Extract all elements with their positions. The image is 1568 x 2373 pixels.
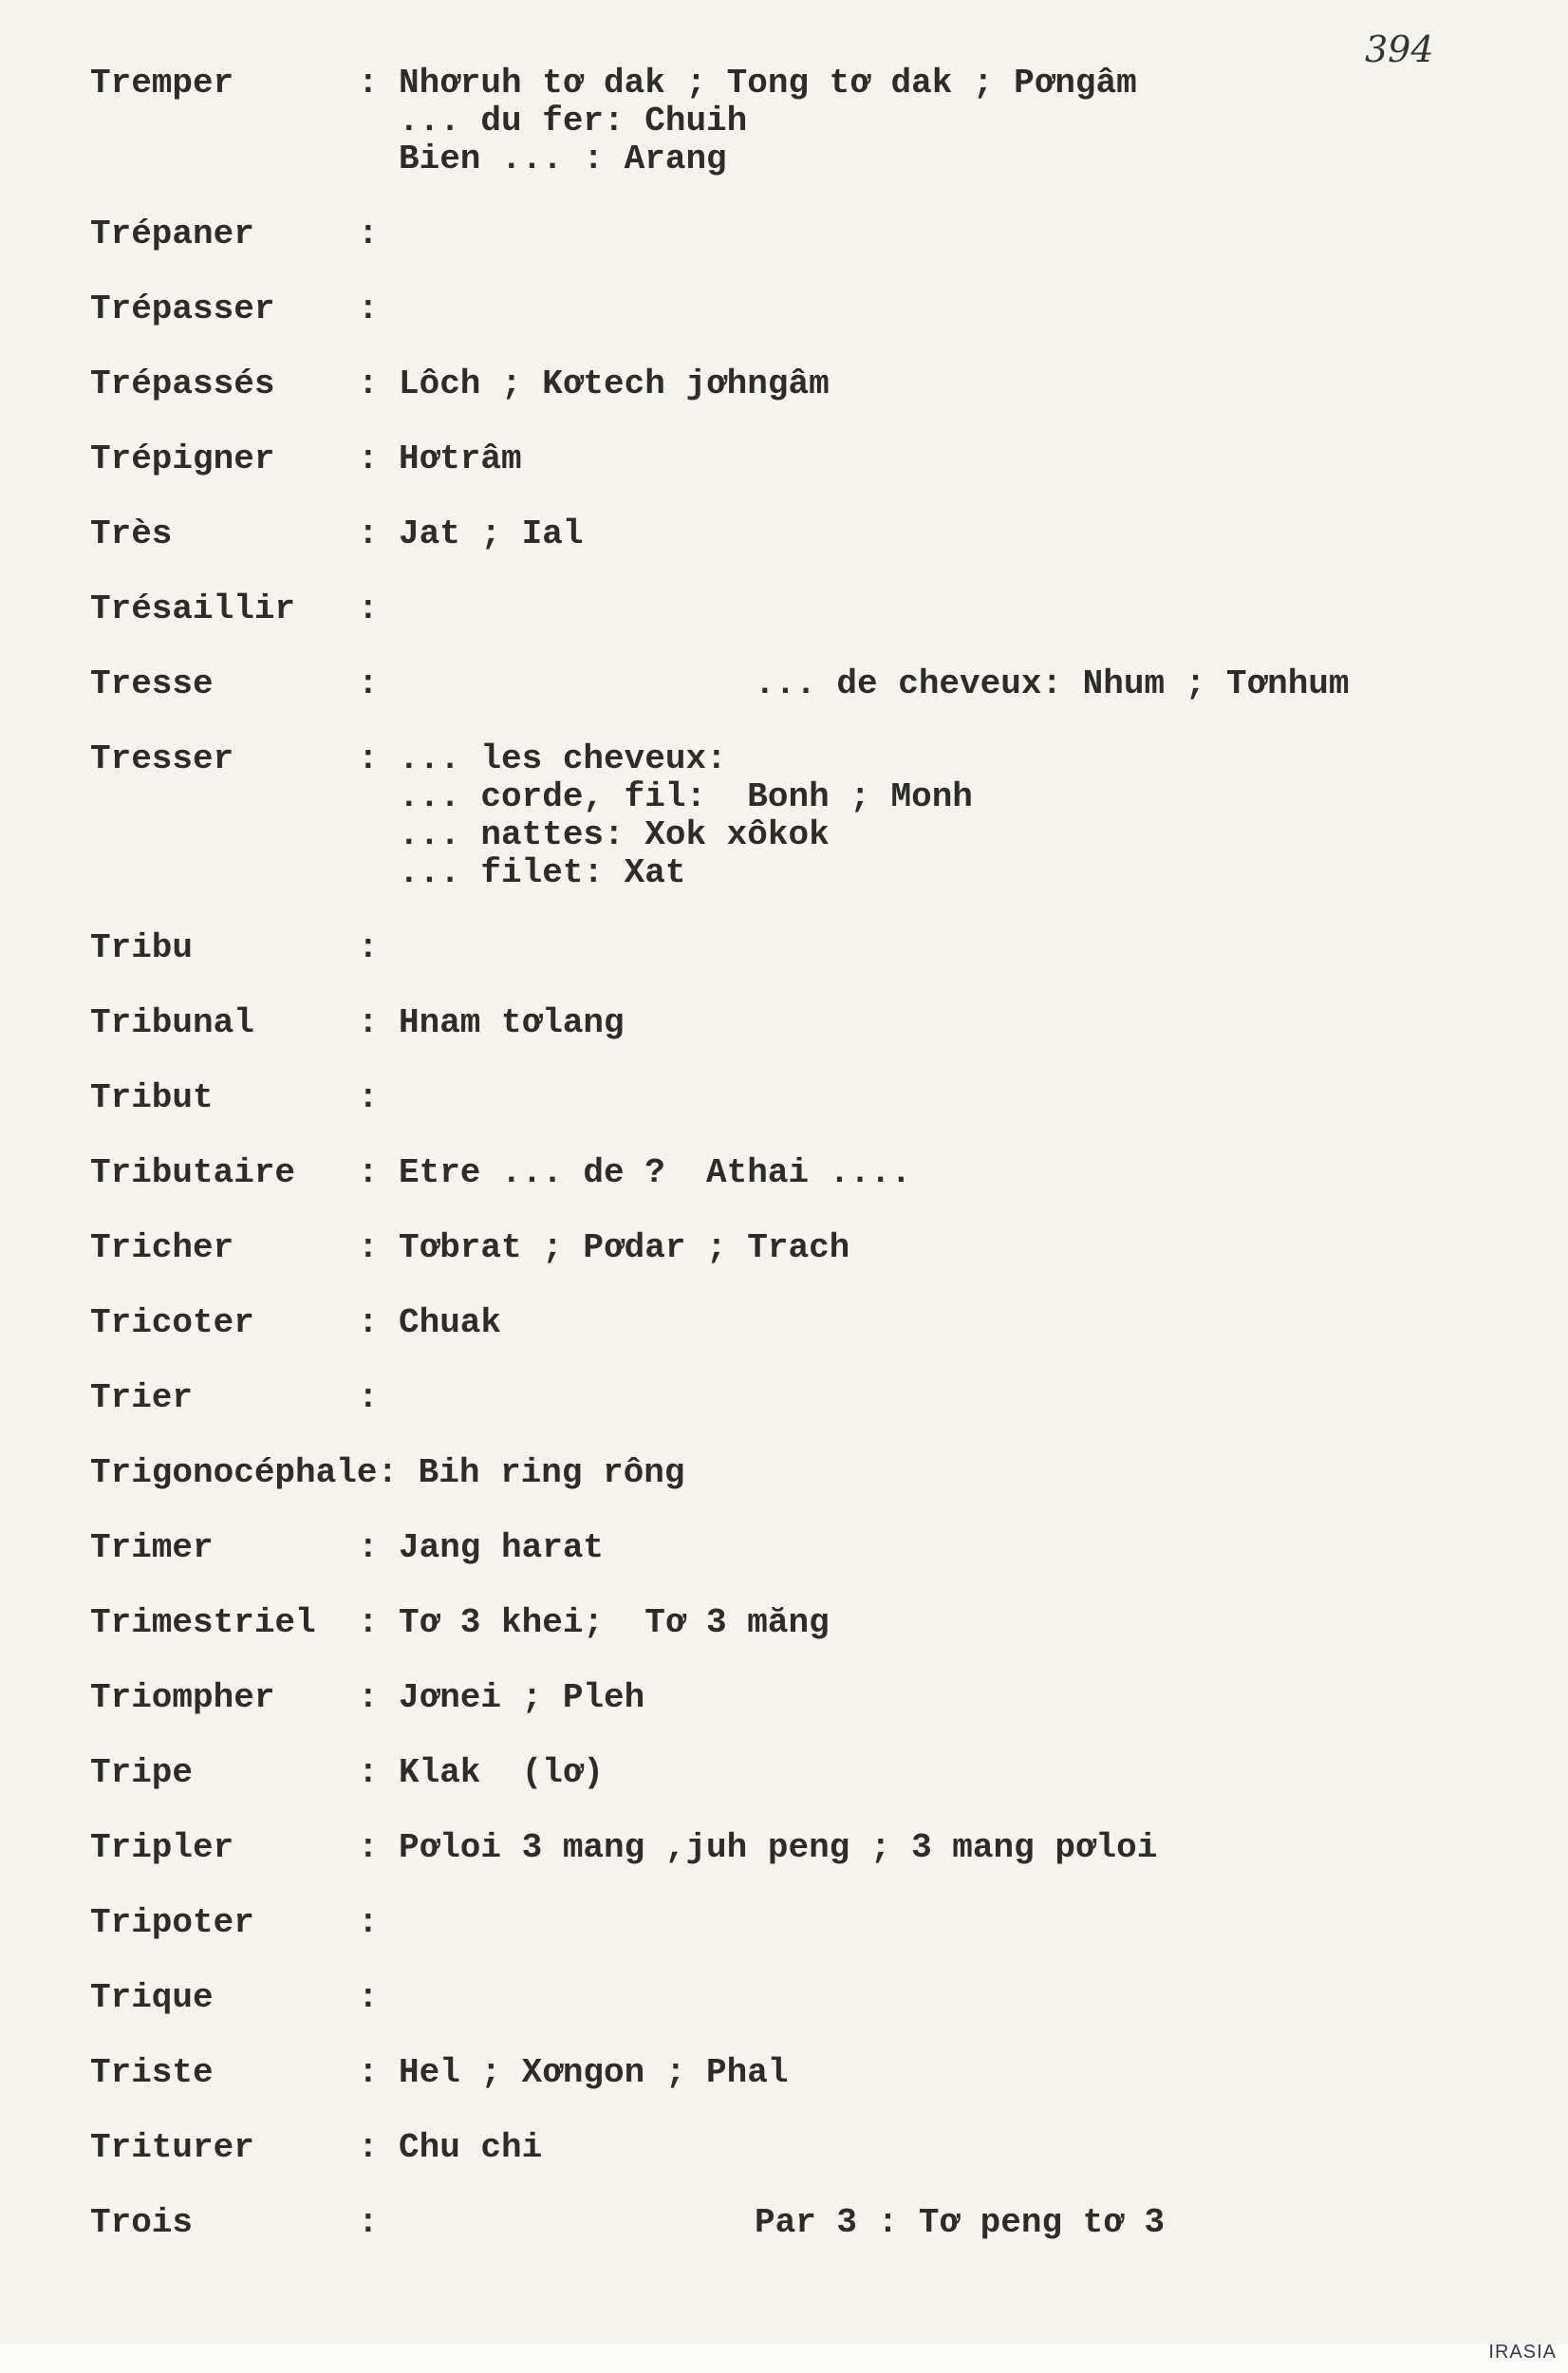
entry-colon: : xyxy=(358,64,379,103)
definition-line: Chuak xyxy=(399,1303,502,1342)
entry-term: Triturer xyxy=(90,2128,254,2167)
entry-definitions xyxy=(399,65,1533,178)
entry-term: Trigonocéphale: Bih ring rông xyxy=(90,1453,685,1492)
definition-line-empty xyxy=(399,1904,1533,1942)
dictionary-entry xyxy=(90,440,1533,478)
dictionary-entry xyxy=(90,1604,1533,1642)
entry-term: Trésaillir xyxy=(90,589,296,628)
entry-colon: : xyxy=(358,1753,379,1792)
dictionary-entry xyxy=(90,1004,1533,1042)
entry-term: Tresse xyxy=(90,664,214,703)
entry-definitions xyxy=(399,1754,1533,1792)
entry-definitions xyxy=(399,2129,1533,2167)
entry-definitions xyxy=(399,1154,1533,1192)
entry-term: Trique xyxy=(90,1978,214,2017)
dictionary-entry xyxy=(90,929,1533,967)
dictionary-entry xyxy=(90,665,1533,703)
definition-line: Bien ... : Arang xyxy=(399,140,727,178)
definition-line: ... du fer: Chuih xyxy=(399,102,748,140)
entry-colon: : xyxy=(358,1303,379,1342)
dictionary-entry xyxy=(90,1154,1533,1192)
entry-term: Triompher xyxy=(90,1678,275,1717)
definition-line: Etre ... de ? Athai .... xyxy=(399,1153,912,1192)
definition-line: Chu chi xyxy=(399,2128,543,2167)
entry-definitions xyxy=(399,365,1533,403)
definition-line-empty xyxy=(399,929,1533,967)
entry-term: Trimer xyxy=(90,1528,214,1567)
entry-term: Trois xyxy=(90,2203,194,2242)
dictionary-entry xyxy=(90,740,1533,892)
entry-colon: : xyxy=(358,364,379,403)
entry-term: Tripoter xyxy=(90,1903,254,1942)
entry-colon: : xyxy=(358,928,379,967)
entry-colon: : xyxy=(358,664,379,703)
dictionary-entry xyxy=(90,1829,1533,1867)
entry-definitions xyxy=(399,1304,1533,1342)
definition-line: Jang harat xyxy=(399,1528,605,1567)
entry-definitions xyxy=(399,1492,1533,1530)
entry-definitions xyxy=(399,1229,1533,1267)
dictionary-entry xyxy=(90,2054,1533,2092)
dictionary-entry xyxy=(90,2204,1533,2242)
entry-colon: : xyxy=(358,1678,379,1717)
definition-line: Hơtrâm xyxy=(399,439,522,478)
entry-colon: : xyxy=(358,1528,379,1567)
entry-colon: : xyxy=(358,2053,379,2092)
entry-definitions xyxy=(399,1604,1533,1642)
entry-colon: : xyxy=(358,2128,379,2167)
dictionary-entry xyxy=(90,1304,1533,1342)
entry-definitions xyxy=(399,590,1533,628)
entry-term: Tripe xyxy=(90,1753,194,1792)
entry-colon: : xyxy=(358,2203,379,2242)
dictionary-entry xyxy=(90,1979,1533,2017)
entry-term: Tricoter xyxy=(90,1303,254,1342)
entry-colon: : xyxy=(358,439,379,478)
entry-colon: : xyxy=(358,290,379,328)
entry-definitions xyxy=(399,215,1533,253)
definition-line: Jat ; Ial xyxy=(399,514,584,553)
dictionary-entry xyxy=(90,1679,1533,1717)
dictionary-entry xyxy=(90,515,1533,553)
entry-definitions xyxy=(399,440,1533,478)
entry-term: Trépigner xyxy=(90,439,275,478)
definition-line-empty xyxy=(399,1079,1533,1117)
entry-colon: : xyxy=(358,1378,379,1417)
entry-term: Trépaner xyxy=(90,215,254,253)
definition-line: Lôch ; Kơtech jơhngâm xyxy=(399,364,830,403)
definition-line-empty xyxy=(399,290,1533,328)
definition-line: Pơloi 3 mang ,juh peng ; 3 mang pơloi xyxy=(399,1828,1158,1867)
definition-line-empty xyxy=(399,1379,1533,1417)
entry-term: Tresser xyxy=(90,739,234,778)
dictionary-entry xyxy=(90,590,1533,628)
entry-colon: : xyxy=(358,1003,379,1042)
entry-colon: : xyxy=(358,739,379,778)
entry-term: Tribu xyxy=(90,928,194,967)
entry-term: Trépassés xyxy=(90,364,275,403)
definition-line: Hel ; Xơngon ; Phal xyxy=(399,2053,789,2092)
definition-line-empty xyxy=(399,215,1533,253)
dictionary-entry xyxy=(90,1529,1533,1567)
definition-line-empty xyxy=(399,590,1533,628)
entry-colon: : xyxy=(358,1978,379,2017)
entry-definitions xyxy=(399,1079,1533,1117)
definition-line-empty xyxy=(399,1979,1533,2017)
entry-term: Tricher xyxy=(90,1228,234,1267)
entry-colon: : xyxy=(358,215,379,253)
entry-term: Trimestriel xyxy=(90,1603,316,1642)
definition-line: Klak (lơ) xyxy=(399,1753,605,1792)
definition-line: Jơnei ; Pleh xyxy=(399,1678,645,1717)
dictionary-entry xyxy=(90,1229,1533,1267)
dictionary-entry xyxy=(90,1754,1533,1792)
page-edge xyxy=(0,2345,1568,2373)
dictionary-entry xyxy=(90,215,1533,253)
entry-term: Tripler xyxy=(90,1828,234,1867)
definition-line-empty xyxy=(399,1492,1533,1530)
dictionary-entry xyxy=(90,1904,1533,1942)
entry-term: Trier xyxy=(90,1378,194,1417)
entry-term: Tribunal xyxy=(90,1003,254,1042)
entry-term: Tremper xyxy=(90,64,234,103)
page-number: 394 xyxy=(1365,28,1434,70)
entry-definitions xyxy=(399,740,1533,892)
dictionary-entry xyxy=(90,65,1533,178)
entry-definitions xyxy=(399,1979,1533,2017)
entry-term: Très xyxy=(90,514,173,553)
dictionary-entry xyxy=(90,290,1533,328)
watermark: IRASIA xyxy=(1488,2342,1557,2363)
dictionary-entries xyxy=(90,65,1533,2279)
definition-line: ... corde, fil: Bonh ; Monh xyxy=(399,777,973,816)
entry-definitions xyxy=(399,2054,1533,2092)
entry-colon: : xyxy=(358,1603,379,1642)
entry-colon: : xyxy=(358,1903,379,1942)
entry-colon: : xyxy=(358,589,379,628)
entry-colon: : xyxy=(358,1153,379,1192)
entry-definitions xyxy=(399,1529,1533,1567)
entry-term: Tributaire xyxy=(90,1153,296,1192)
definition-line: ... les cheveux: xyxy=(399,739,727,778)
dictionary-entry xyxy=(90,365,1533,403)
dictionary-entry xyxy=(90,1379,1533,1417)
dictionary-entry xyxy=(90,1454,1533,1492)
definition-line: ... nattes: Xok xôkok xyxy=(399,815,830,854)
definition-line: Tơ 3 khei; Tơ 3 măng xyxy=(399,1603,830,1642)
entry-term: Tribut xyxy=(90,1078,214,1117)
entry-colon: : xyxy=(358,514,379,553)
definition-line: Hnam tơlang xyxy=(399,1003,625,1042)
entry-term: Trépasser xyxy=(90,290,275,328)
entry-definitions xyxy=(399,1679,1533,1717)
entry-definitions xyxy=(399,1379,1533,1417)
entry-definitions xyxy=(399,515,1533,553)
entry-colon: : xyxy=(358,1828,379,1867)
definition-line: Nhơruh tơ dak ; Tong tơ dak ; Pơngâm xyxy=(399,64,1137,103)
entry-colon: : xyxy=(358,1078,379,1117)
entry-term: Triste xyxy=(90,2053,214,2092)
entry-definitions xyxy=(399,1829,1533,1867)
entry-definitions xyxy=(399,929,1533,967)
dictionary-entry xyxy=(90,2129,1533,2167)
definition-right: ... de cheveux: Nhum ; Tơnhum xyxy=(755,664,1350,703)
definition-right: Par 3 : Tơ peng tơ 3 xyxy=(755,2203,1166,2242)
entry-colon: : xyxy=(358,1228,379,1267)
dictionary-entry xyxy=(90,1079,1533,1117)
entry-definitions xyxy=(399,290,1533,328)
entry-definitions xyxy=(399,1904,1533,1942)
definition-line: Tơbrat ; Pơdar ; Trach xyxy=(399,1228,850,1267)
definition-line: ... filet: Xat xyxy=(399,853,686,892)
entry-definitions xyxy=(399,1004,1533,1042)
